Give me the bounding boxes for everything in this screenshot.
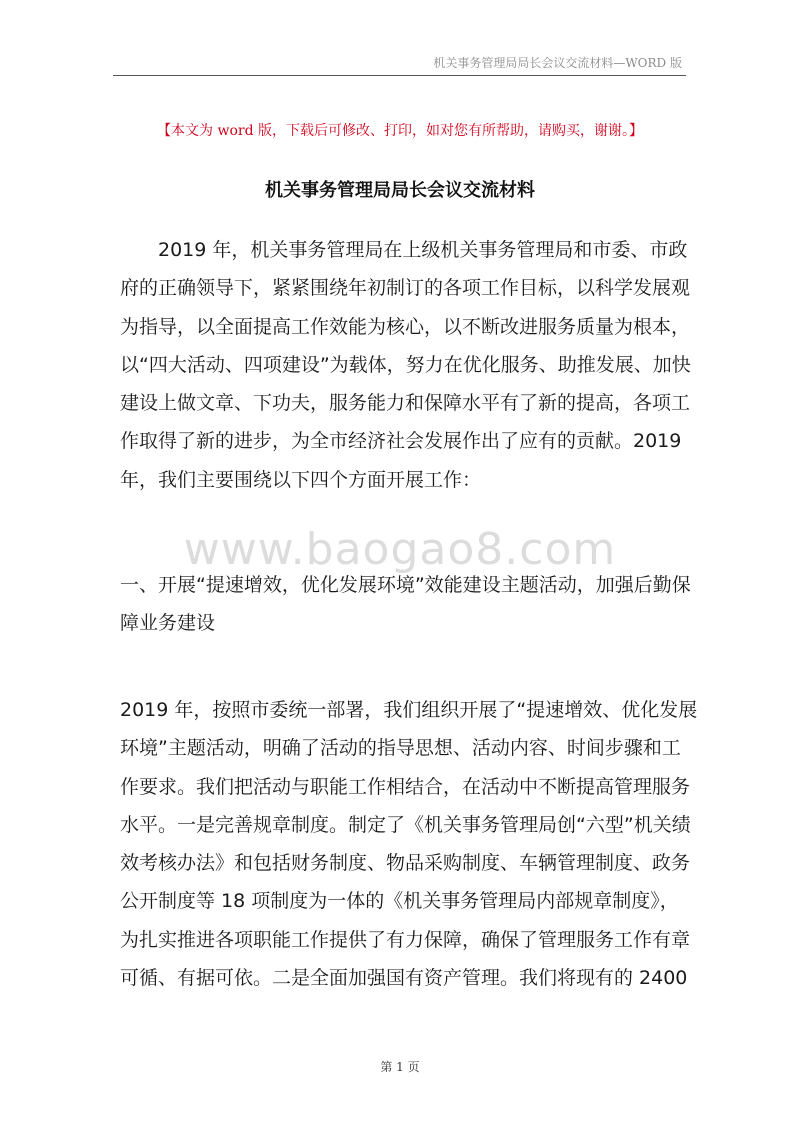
paragraph-line: 2019 年，机关事务管理局在上级机关事务管理局和市委、市政	[158, 239, 688, 261]
paragraph-line: 水平。一是完善规章制度。制定了《机关事务管理局创“六型”机关绩	[120, 813, 691, 836]
paragraph-line: 效考核办法》和包括财务制度、物品采购制度、车辆管理制度、政务	[120, 852, 691, 875]
section-heading-1	[120, 566, 691, 643]
paragraph-line: 可循、有据可依。二是全面加强国有资产管理。我们将现有的 2400	[120, 967, 688, 990]
paragraph-section-1	[120, 691, 698, 997]
page-header-text: 机关事务管理局局长会议交流材料—WORD 版	[433, 56, 682, 70]
page-number: 第 1 页	[380, 1060, 420, 1074]
paragraph-intro	[120, 231, 691, 499]
paragraph-line: 府的正确领导下，紧紧围绕年初制订的各项工作目标，以科学发展观	[120, 277, 691, 300]
site-watermark: www.baogao8.com	[183, 524, 617, 575]
paragraph-line: 建设上做文章、下功夫，服务能力和保障水平有了新的提高，各项工	[120, 392, 691, 415]
paragraph-line: 为指导，以全面提高工作效能为核心，以不断改进服务质量为根本，	[120, 315, 691, 338]
paragraph-line: 环境”主题活动，明确了活动的指导思想、活动内容、时间步骤和工	[120, 737, 681, 760]
purchase-notice: 【本文为 word 版，下载后可修改、打印，如对您有所帮助，请购买，谢谢。】	[157, 123, 643, 139]
heading-line: 障业务建设	[120, 612, 216, 635]
paragraph-line: 作取得了新的进步，为全市经济社会发展作出了应有的贡献。2019	[120, 430, 682, 453]
paragraph-line: 作要求。我们把活动与职能工作相结合，在活动中不断提高管理服务	[120, 775, 691, 798]
paragraph-line: 年，我们主要围绕以下四个方面开展工作：	[120, 468, 482, 491]
paragraph-line: 为扎实推进各项职能工作提供了有力保障，确保了管理服务工作有章	[120, 928, 691, 951]
paragraph-line: 公开制度等 18 项制度为一体的《机关事务管理局内部规章制度》，	[120, 890, 679, 913]
paragraph-line: 2019 年，按照市委统一部署，我们组织开展了“提速增效、优化发展	[120, 699, 698, 721]
paragraph-line: 以“四大活动、四项建设”为载体，努力在优化服务、助推发展、加快	[120, 353, 691, 376]
document-title: 机关事务管理局局长会议交流材料	[265, 180, 535, 201]
heading-line: 一、开展“提速增效，优化发展环境”效能建设主题活动，加强后勤保	[120, 574, 691, 596]
header-divider	[113, 75, 686, 76]
